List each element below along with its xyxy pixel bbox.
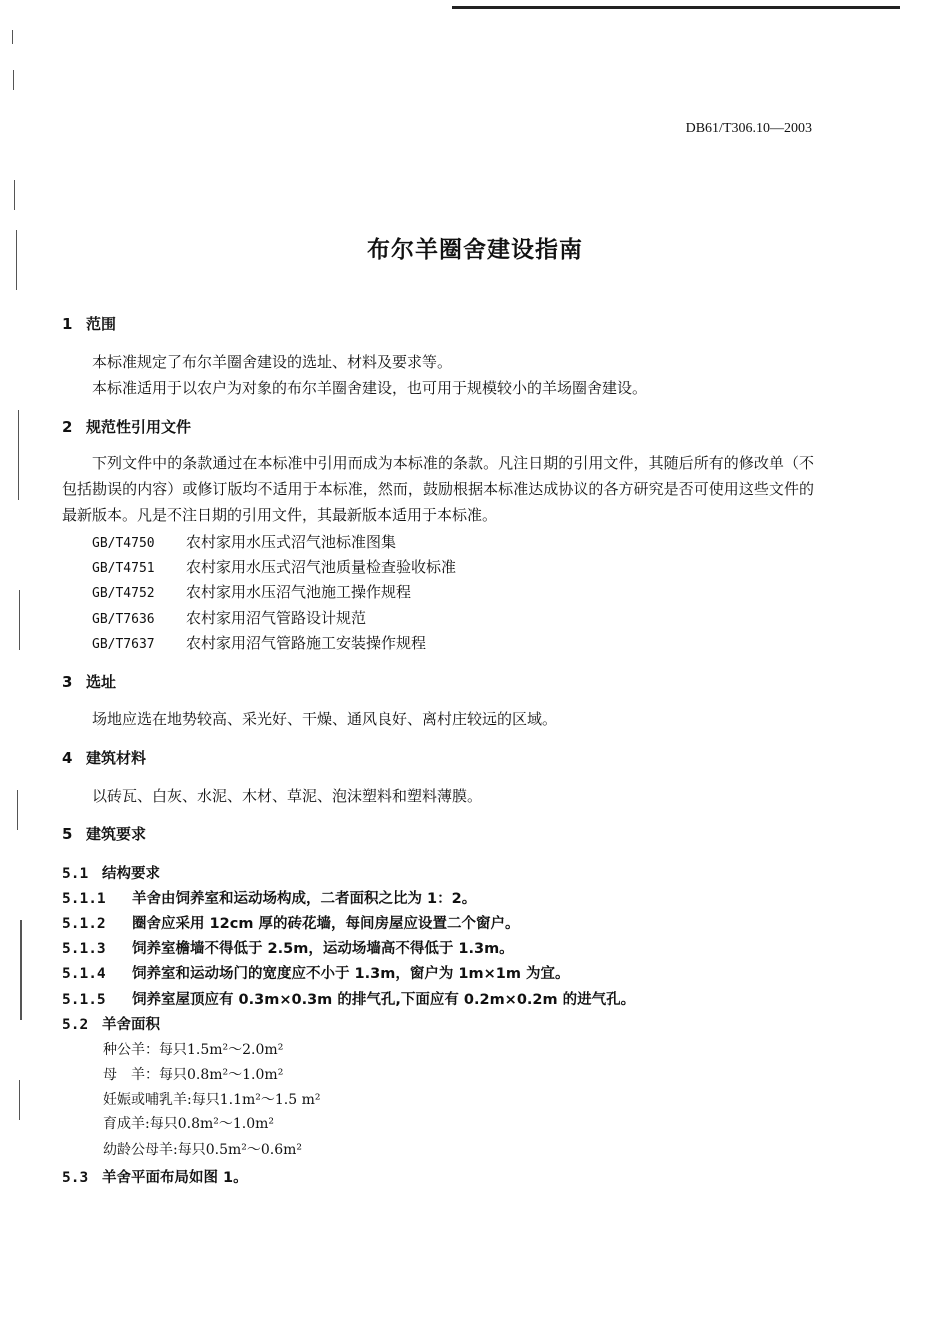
subsection-number: 5.3 xyxy=(62,1170,89,1186)
clause-text: 饲养室和运动场门的宽度应不小于 1.3m，窗户为 1m×1m 为宜。 xyxy=(132,966,570,982)
subsection-5-2 xyxy=(62,1013,160,1034)
reference-name: 农村家用水压式沼气池质量检查验收标准 xyxy=(186,558,457,576)
reference-item xyxy=(92,581,411,602)
section-title: 建筑要求 xyxy=(86,825,147,843)
clause-text: 羊舍由饲养室和运动场构成，二者面积之比为 1：2。 xyxy=(132,891,477,907)
area-item: 母 羊：每只0.8m²～1.0m² xyxy=(103,1067,284,1083)
section-number: 1 xyxy=(62,315,73,333)
section-number: 5 xyxy=(62,825,73,843)
subsection-5-3 xyxy=(62,1166,248,1187)
subsection-number: 5.1 xyxy=(62,866,89,882)
area-item: 妊娠或哺乳羊:每只1.1m²～1.5 m² xyxy=(103,1092,321,1108)
section-3-heading xyxy=(62,671,116,692)
section-number: 2 xyxy=(62,418,73,436)
reference-name: 农村家用沼气管路设计规范 xyxy=(186,609,367,627)
reference-code: GB/T7637 xyxy=(92,637,155,652)
section-2-heading xyxy=(62,416,191,437)
subsection-text: 羊舍平面布局如图 1。 xyxy=(102,1170,248,1186)
section-number: 4 xyxy=(62,749,73,767)
section-title: 建筑材料 xyxy=(86,749,147,767)
references-paragraph: 下列文件中的条款通过在本标准中引用而成为本标准的条款。凡注日期的引用文件，其随后所有的修改单（不包括勘误的内容）或修订版均不适用于本标准，然而，鼓励根据本标准达成协议的各方研究是否可使用这些文件的最新版本。凡是不注日期的引用文件，其最新版本适用于本标准。 xyxy=(62,454,814,524)
reference-code: GB/T4751 xyxy=(92,561,155,576)
reference-name: 农村家用水压式沼气池标准图集 xyxy=(186,533,397,551)
clause-text: 饲养室屋顶应有 0.3m×0.3m 的排气孔,下面应有 0.2m×0.2m 的进气孔。 xyxy=(132,992,636,1008)
clause-item xyxy=(62,887,476,908)
clause-number: 5.1.4 xyxy=(62,966,106,982)
subsection-title: 结构要求 xyxy=(102,866,160,882)
clause-text: 圈舍应采用 12cm 厚的砖花墙，每间房屋应设置二个窗户。 xyxy=(132,916,520,932)
clause-item xyxy=(62,988,635,1009)
section-number: 3 xyxy=(62,673,73,691)
section-title: 范围 xyxy=(86,315,117,333)
site-text: 场地应选在地势较高、采光好、干燥、通风良好、离村庄较远的区域。 xyxy=(92,710,558,728)
section-5-heading xyxy=(62,823,146,844)
clause-number: 5.1.2 xyxy=(62,916,106,932)
scope-line-1: 本标准规定了布尔羊圈舍建设的选址、材料及要求等。 xyxy=(92,353,453,371)
area-item: 育成羊:每只0.8m²～1.0m² xyxy=(103,1116,275,1132)
subsection-5-1 xyxy=(62,862,160,883)
reference-name: 农村家用沼气管路施工安装操作规程 xyxy=(186,634,427,652)
scope-line-2: 本标准适用于以农户为对象的布尔羊圈舍建设，也可用于规模较小的羊场圈舍建设。 xyxy=(92,379,648,397)
reference-item xyxy=(92,607,366,628)
area-item: 种公羊：每只1.5m²～2.0m² xyxy=(103,1042,284,1058)
clause-item xyxy=(62,912,519,933)
scan-edge-marks xyxy=(10,30,22,1230)
reference-code: GB/T4752 xyxy=(92,586,155,601)
reference-item xyxy=(92,531,396,552)
clause-number: 5.1.1 xyxy=(62,891,106,907)
reference-code: GB/T7636 xyxy=(92,612,155,627)
area-item: 幼龄公母羊:每只0.5m²～0.6m² xyxy=(103,1142,303,1158)
section-1-heading xyxy=(62,313,116,334)
section-title: 选址 xyxy=(86,673,117,691)
clause-text: 饲养室檐墙不得低于 2.5m，运动场墙高不得低于 1.3m。 xyxy=(132,941,514,957)
standard-code: DB61/T306.10—2003 xyxy=(685,121,812,136)
clause-number: 5.1.3 xyxy=(62,941,106,957)
reference-item xyxy=(92,632,426,653)
clause-item xyxy=(62,937,514,958)
materials-text: 以砖瓦、白灰、水泥、木材、草泥、泡沫塑料和塑料薄膜。 xyxy=(92,787,483,805)
document-title: 布尔羊圈舍建设指南 xyxy=(367,237,583,263)
section-4-heading xyxy=(62,747,146,768)
reference-name: 农村家用水压沼气池施工操作规程 xyxy=(186,583,412,601)
subsection-number: 5.2 xyxy=(62,1017,89,1033)
section-title: 规范性引用文件 xyxy=(86,418,192,436)
reference-item xyxy=(92,556,456,577)
subsection-title: 羊舍面积 xyxy=(102,1017,160,1033)
reference-code: GB/T4750 xyxy=(92,536,155,551)
top-rule xyxy=(452,6,900,9)
clause-item xyxy=(62,962,569,983)
clause-number: 5.1.5 xyxy=(62,992,106,1008)
